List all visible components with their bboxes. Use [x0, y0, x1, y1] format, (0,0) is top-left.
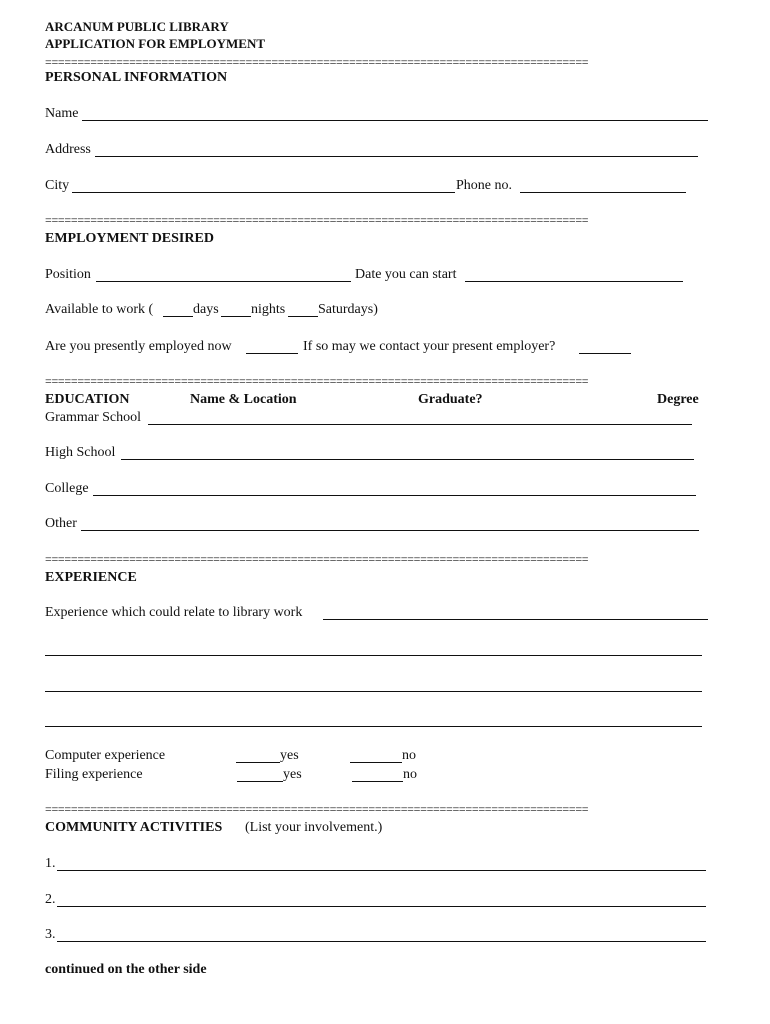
phone-field[interactable] — [520, 192, 686, 193]
start-date-field[interactable] — [465, 281, 683, 282]
phone-label: Phone no. — [456, 178, 512, 193]
library-experience-line-4[interactable] — [45, 726, 702, 727]
experience-heading: EXPERIENCE — [45, 570, 137, 585]
saturdays-field[interactable] — [288, 316, 318, 317]
available-label: Available to work ( — [45, 302, 154, 317]
computer-experience-label: Computer experience — [45, 748, 166, 763]
library-experience-line-2[interactable] — [45, 655, 702, 656]
separator: ==================================================================================== — [45, 803, 589, 815]
personal-info-heading: PERSONAL INFORMATION — [45, 70, 228, 85]
community-item-2-label: 2. — [45, 892, 56, 907]
other-education-field[interactable] — [81, 530, 699, 531]
other-education-label: Other — [45, 516, 77, 531]
saturdays-label: Saturdays) — [318, 302, 378, 317]
contact-employer-field[interactable] — [579, 353, 631, 354]
community-item-1-field[interactable] — [57, 870, 706, 871]
community-note: (List your involvement.) — [245, 820, 383, 835]
filing-no-field[interactable] — [352, 781, 403, 782]
position-field[interactable] — [96, 281, 351, 282]
filing-yes-label: yes — [283, 767, 302, 782]
library-experience-field[interactable] — [323, 619, 708, 620]
employment-heading: EMPLOYMENT DESIRED — [45, 231, 214, 246]
nights-label: nights — [251, 302, 286, 317]
community-heading: COMMUNITY ACTIVITIES — [45, 820, 223, 835]
start-date-label: Date you can start — [355, 267, 457, 282]
separator: ==================================================================================== — [45, 214, 589, 226]
filing-experience-label: Filing experience — [45, 767, 143, 782]
computer-yes-label: yes — [280, 748, 299, 763]
name-field[interactable] — [82, 120, 708, 121]
library-experience-label: Experience which could relate to library work — [45, 605, 303, 620]
nights-field[interactable] — [221, 316, 251, 317]
col-degree: Degree — [657, 392, 699, 407]
presently-employed-field[interactable] — [246, 353, 298, 354]
contact-employer-label: If so may we contact your present employer? — [303, 339, 556, 354]
name-label: Name — [45, 106, 79, 121]
computer-yes-field[interactable] — [236, 762, 280, 763]
separator: ==================================================================================== — [45, 375, 589, 387]
days-field[interactable] — [163, 316, 193, 317]
separator: ==================================================================================== — [45, 56, 589, 68]
filing-no-label: no — [403, 767, 417, 782]
grammar-school-field[interactable] — [148, 424, 692, 425]
col-name-location: Name & Location — [190, 392, 297, 407]
grammar-school-label: Grammar School — [45, 410, 142, 425]
continued-note: continued on the other side — [45, 962, 207, 977]
education-heading: EDUCATION — [45, 392, 130, 407]
city-field[interactable] — [72, 192, 455, 193]
community-item-1-label: 1. — [45, 856, 56, 871]
computer-no-label: no — [402, 748, 416, 763]
community-item-3-field[interactable] — [57, 941, 706, 942]
high-school-label: High School — [45, 445, 116, 460]
college-field[interactable] — [93, 495, 696, 496]
address-field[interactable] — [95, 156, 698, 157]
computer-no-field[interactable] — [350, 762, 402, 763]
presently-employed-label: Are you presently employed now — [45, 339, 232, 354]
community-item-2-field[interactable] — [57, 906, 706, 907]
city-label: City — [45, 178, 70, 193]
college-label: College — [45, 481, 89, 496]
position-label: Position — [45, 267, 91, 282]
col-graduate: Graduate? — [418, 392, 483, 407]
form-title: APPLICATION FOR EMPLOYMENT — [45, 36, 266, 51]
library-experience-line-3[interactable] — [45, 691, 702, 692]
address-label: Address — [45, 142, 91, 157]
separator: ==================================================================================== — [45, 553, 589, 565]
library-name: ARCANUM PUBLIC LIBRARY — [45, 19, 229, 34]
filing-yes-field[interactable] — [237, 781, 283, 782]
community-item-3-label: 3. — [45, 927, 56, 942]
days-label: days — [193, 302, 219, 317]
high-school-field[interactable] — [121, 459, 694, 460]
